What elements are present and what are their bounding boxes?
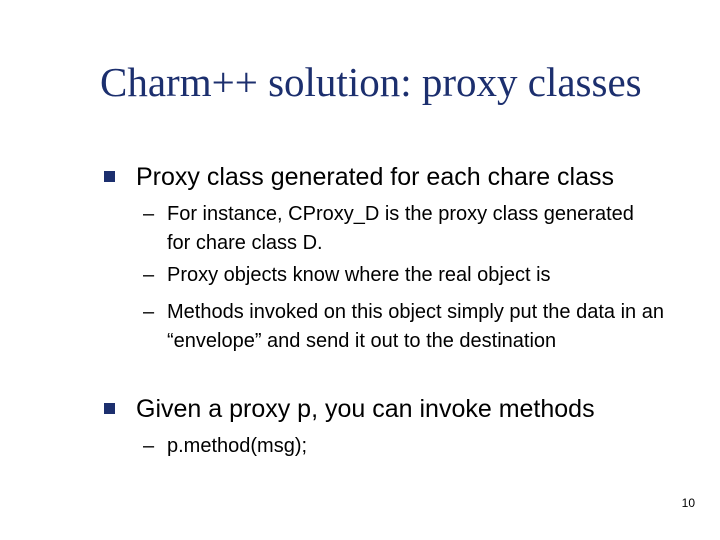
page-number: 10: [681, 496, 695, 510]
sub-bullet-2-1: p.method(msg);: [167, 435, 308, 457]
square-bullet-icon: [104, 403, 115, 414]
slide-title: Charm++ solution: proxy classes: [100, 59, 642, 105]
sub-bullet-1-1: For instance, CProxy_D is the proxy class generated for chare class D.: [167, 203, 634, 254]
square-bullet-icon: [104, 171, 115, 182]
bullet-2-text: Given a proxy p, you can invoke methods: [136, 395, 595, 423]
sub-bullet-1-3: Methods invoked on this object simply put the data in an “envelope” and send it out to the destination: [167, 301, 664, 352]
sub-bullet-1-2: Proxy objects know where the real object is: [167, 264, 551, 286]
dash-marker: –: [143, 301, 155, 323]
dash-marker: –: [143, 203, 155, 225]
bullet-1-text: Proxy class generated for each chare class: [136, 163, 615, 191]
dash-marker: –: [143, 264, 155, 286]
dash-marker: –: [143, 435, 155, 457]
